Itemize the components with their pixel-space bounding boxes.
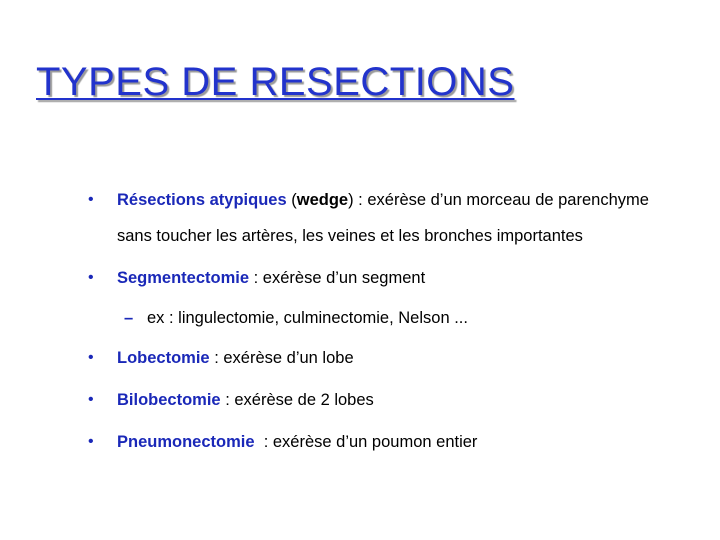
bullet-list — [88, 182, 688, 466]
bullet-qualifier: wedge — [296, 191, 349, 209]
bullet-dot-icon: • — [88, 349, 94, 366]
bullet-item-lobectomie — [88, 340, 688, 376]
bullet-description: : exérèse d’un morceau de parenchyme sans toucher les artères, les veines et les bronches importantes — [117, 191, 649, 245]
bullet-item-resections-atypiques — [88, 182, 688, 254]
bullet-item-segmentectomie — [88, 260, 688, 296]
bullet-term: Lobectomie — [117, 349, 210, 367]
bullet-description: : exérèse d’un segment — [249, 269, 426, 287]
sub-bullet-text: ex : lingulectomie, culminectomie, Nelson ... — [147, 309, 468, 327]
bullet-dot-icon: • — [88, 433, 94, 450]
bullet-description: : exérèse de 2 lobes — [220, 391, 374, 409]
bullet-dot-icon: • — [88, 191, 94, 208]
bullet-term: Pneumonectomie — [117, 433, 255, 451]
bullet-dot-icon: • — [88, 269, 94, 286]
bullet-term: Résections atypiques — [117, 191, 287, 209]
bullet-description: : exérèse d’un lobe — [209, 349, 354, 367]
bullet-description: : exérèse d’un poumon entier — [254, 433, 478, 451]
bullet-open-paren: ( — [286, 191, 297, 209]
slide-title: TYPES DE RESECTIONS — [36, 60, 515, 104]
bullet-dot-icon: • — [88, 391, 94, 408]
bullet-item-bilobectomie — [88, 382, 688, 418]
bullet-item-pneumonectomie — [88, 424, 688, 460]
dash-icon: – — [124, 309, 134, 327]
sub-bullet-item-examples — [88, 300, 688, 336]
bullet-close-paren: ) — [348, 191, 354, 209]
bullet-term: Segmentectomie — [117, 269, 250, 287]
bullet-term: Bilobectomie — [117, 391, 221, 409]
